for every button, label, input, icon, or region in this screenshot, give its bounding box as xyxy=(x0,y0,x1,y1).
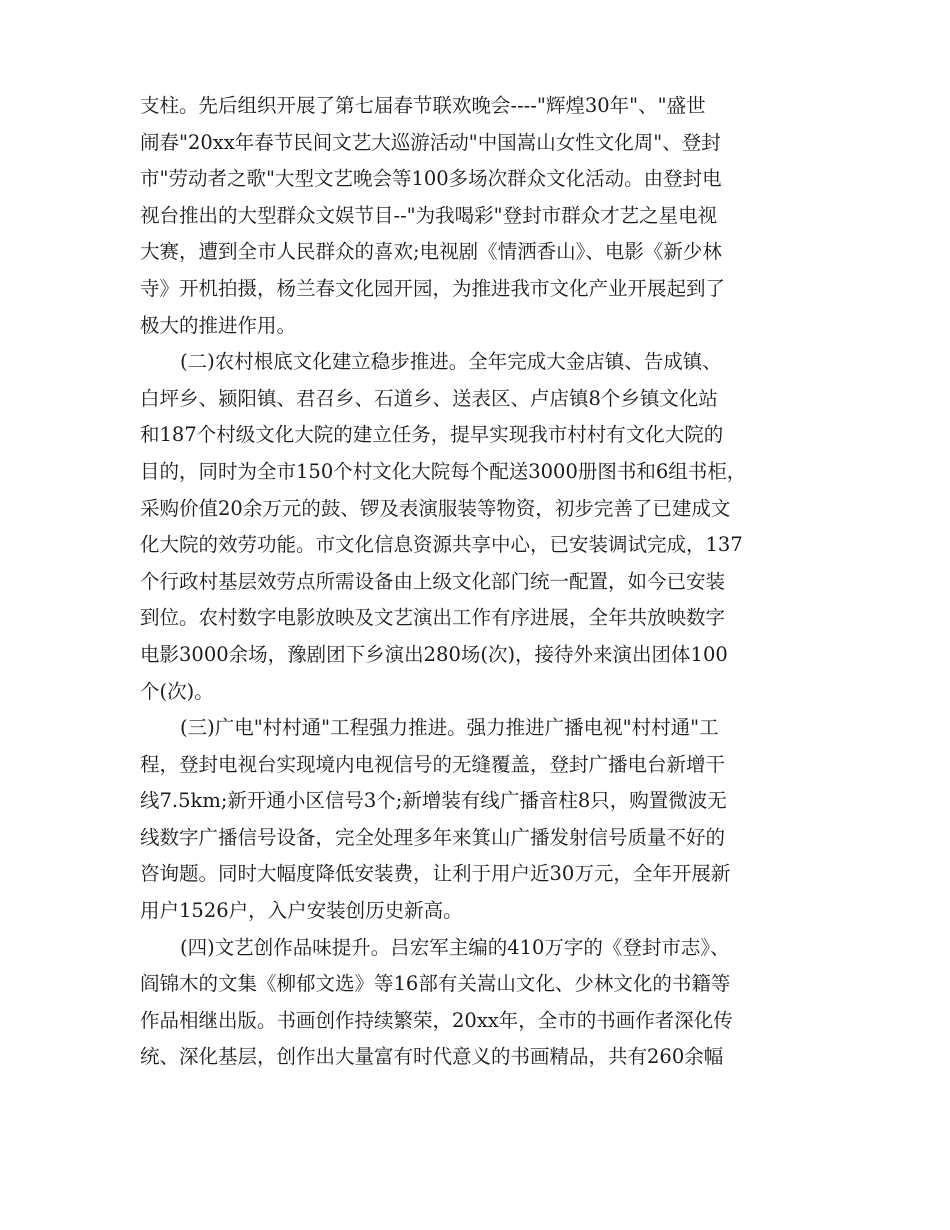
text-line: 线数字广播信号设备，完全处理多年来箕山广播发射信号质量不好的 xyxy=(140,825,726,849)
text-line: 市"劳动者之歌"大型文艺晚会等100多场次群众文化活动。由登封电 xyxy=(140,167,722,191)
text-line: 闹春"20xx年春节民间文艺大巡游活动"中国嵩山女性文化周"、登封 xyxy=(140,130,721,154)
text-line: 到位。农村数字电影放映及文艺演出工作有序进展，全年共放映数字 xyxy=(140,606,726,630)
text-line: 程，登封电视台实现境内电视信号的无缝覆盖，登封广播电台新增干 xyxy=(140,752,726,776)
text-line: 视台推出的大型群众文娱节目--"为我喝彩"登封市群众才艺之星电视 xyxy=(140,203,718,227)
text-line: 线7.5km;新开通小区信号3个;新增装有线广播音柱8只，购置微波无 xyxy=(140,789,727,813)
text-line: 极大的推进作用。 xyxy=(140,313,297,337)
text-line: 阎锦木的文集《柳郁文选》等16部有关嵩山文化、少林文化的书籍等 xyxy=(140,972,731,996)
document-body xyxy=(140,88,812,1076)
text-line: 个行政村基层效劳点所需设备由上级文化部门统一配置，如今已安装 xyxy=(140,569,726,593)
text-line: 统、深化基层，创作出大量富有时代意义的书画精品，共有260余幅 xyxy=(140,1045,724,1069)
paragraph-first-line: (二)农村根底文化建立稳步推进。全年完成大金店镇、告成镇、 xyxy=(180,350,722,374)
text-line: 个(次)。 xyxy=(140,679,214,703)
text-line: 白坪乡、颍阳镇、君召乡、石道乡、送表区、卢店镇8个乡镇文化站 xyxy=(140,386,718,410)
text-line: 作品相继出版。书画创作持续繁荣，20xx年，全市的书画作者深化传 xyxy=(140,1008,733,1032)
text-line: 采购价值20余万元的鼓、锣及表演服装等物资，初步完善了已建成文 xyxy=(140,496,731,520)
text-line: 电影3000余场，豫剧团下乡演出280场(次)，接待外来演出团体100 xyxy=(140,642,728,666)
paragraph-first-line: (四)文艺创作品味提升。吕宏军主编的410万字的《登封市志》、 xyxy=(180,935,730,959)
paragraph-first-line: (三)广电"村村通"工程强力推进。强力推进广播电视"村村通"工 xyxy=(180,716,719,740)
text-line: 用户1526户，入户安装创历史新高。 xyxy=(140,899,463,923)
text-line: 支柱。先后组织开展了第七届春节联欢晚会----"辉煌30年"、"盛世 xyxy=(140,94,706,117)
text-line: 和187个村级文化大院的建立任务，提早实现我市村村有文化大院的 xyxy=(140,423,724,447)
text-line: 寺》开机拍摄，杨兰春文化园开园，为推进我市文化产业开展起到了 xyxy=(140,276,726,300)
text-line: 目的，同时为全市150个村文化大院每个配送3000册图书和6组书柜， xyxy=(140,459,747,483)
text-line: 大赛，遭到全市人民群众的喜欢;电视剧《情洒香山》、电影《新少林 xyxy=(140,240,722,264)
text-line: 化大院的效劳功能。市文化信息资源共享中心，已安装调试完成，137 xyxy=(140,533,743,557)
text-line: 咨询题。同时大幅度降低安装费，让利于用户近30万元，全年开展新 xyxy=(140,862,731,886)
